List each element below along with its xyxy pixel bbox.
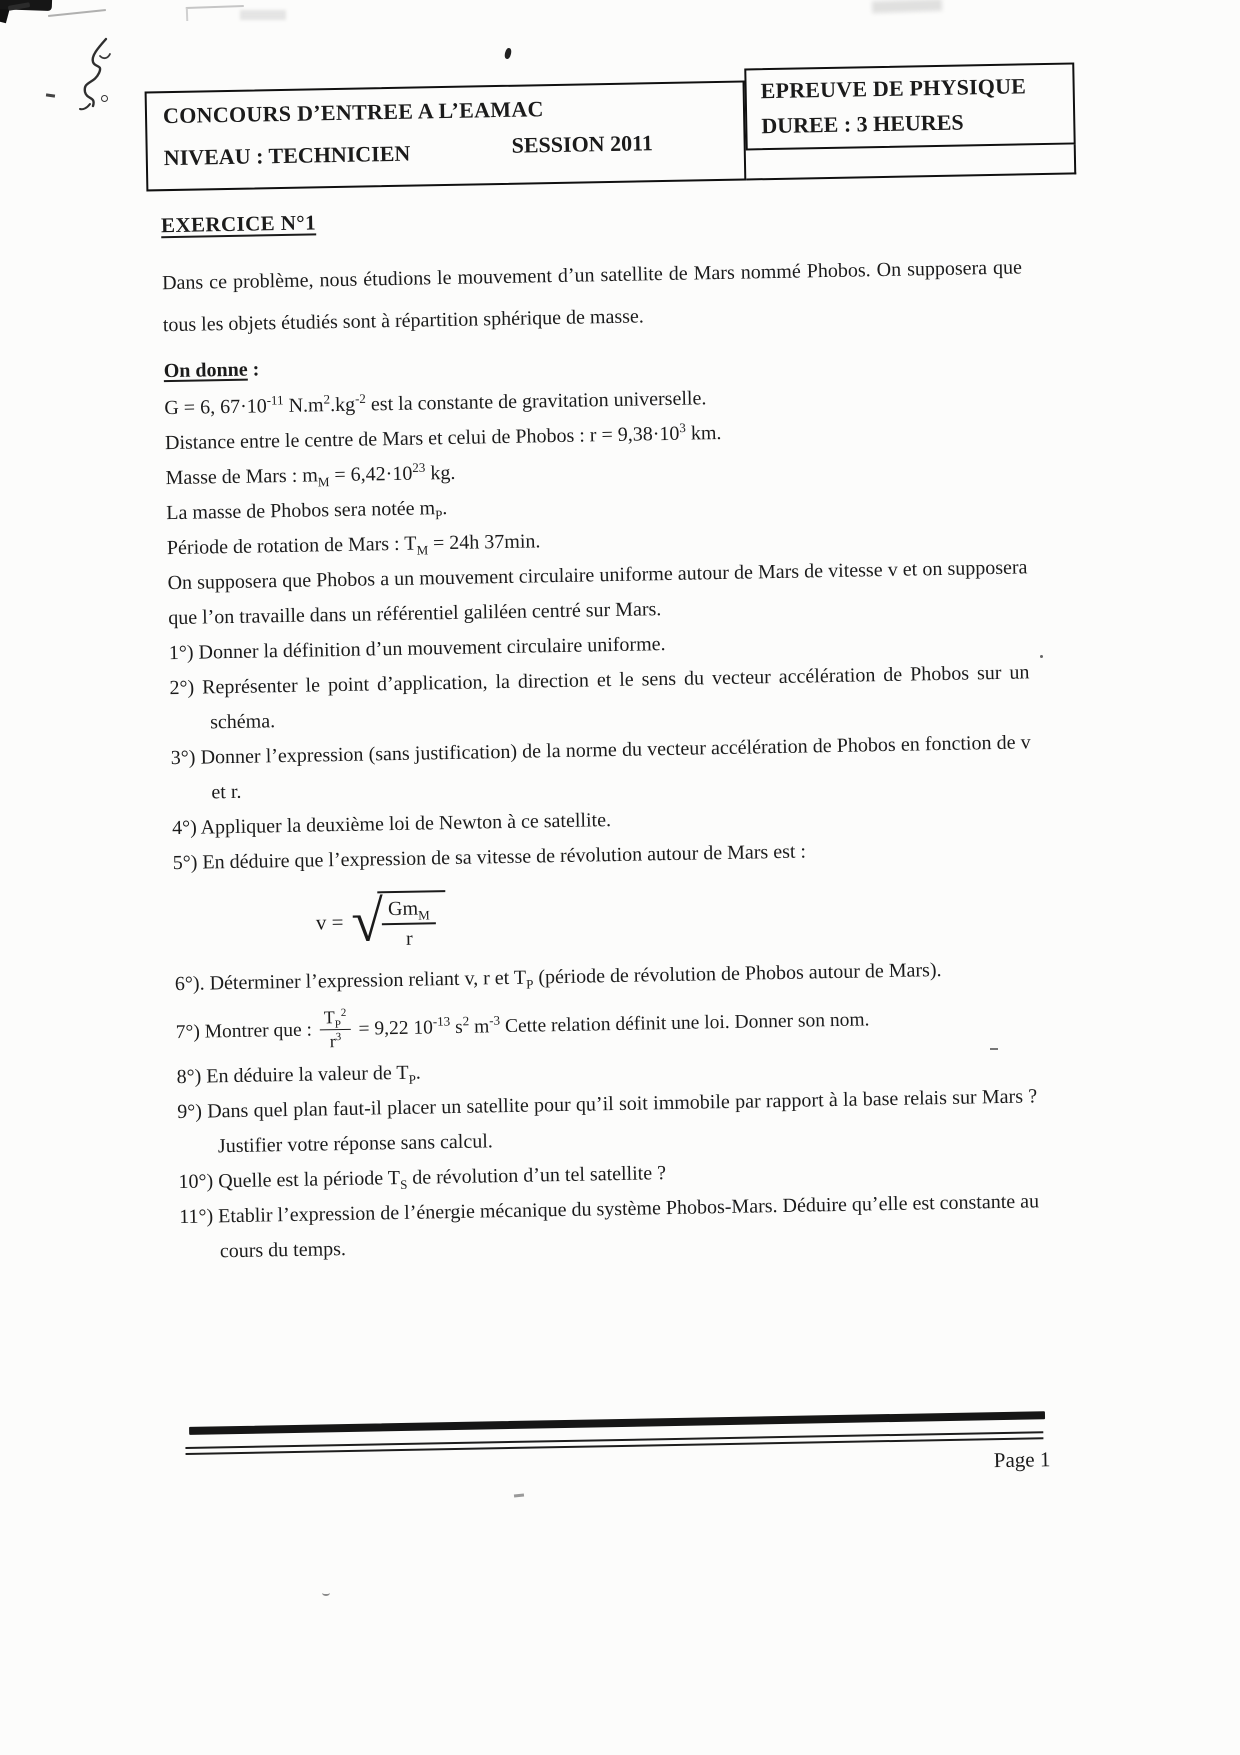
question-6: 6°). Déterminer l’expression reliant v, r et $T_P$ (période de révolution de Phobos autour de Mars). [174, 959, 942, 996]
exam-title: CONCOURS D’ENTREE A L’EAMAC [162, 96, 544, 129]
question-5: 5°) En déduire que l’expression de sa vitesse de révolution autour de Mars est : [172, 840, 807, 875]
fraction-denominator: $r^3$ [329, 1030, 342, 1051]
intro-paragraph: Dans ce problème, nous étudions le mouvement d’un satellite de Mars nommé Phobos. On supposera que tous les objets étudiés sont à répartition sphérique de masse. [161, 256, 1023, 337]
header-box-strip [746, 144, 1076, 180]
given-G: G = 6, $67\cdot 10^{-11}$ $N.m^2.kg^{-2}$ est la constante de gravitation universelle. [164, 387, 707, 420]
question-1: 1°) Donner la définition d’un mouvement circulaire uniforme. [168, 633, 666, 665]
given-mass-phobos: La masse de Phobos sera notée $m_P$. [166, 497, 448, 525]
given-distance: Distance entre le centre de Mars et celui de Phobos : $r = 9,38\cdot 10^3$ km. [164, 419, 722, 455]
question-text: = 9,22 $10^{-13}$ $s^2$ $m^{-3}$ Cette relation définit une loi. Donner son nom. [358, 1009, 870, 1040]
formula-lhs: v = [315, 909, 344, 934]
radicand [378, 890, 447, 951]
header-box-right [744, 62, 1075, 150]
header-box-left [145, 80, 747, 191]
exercise-title: EXERCICE N°1 [160, 210, 317, 238]
fraction [382, 896, 437, 951]
square-root-sign: √ [350, 888, 384, 954]
question-11: 11°) Etablir l’expression de l’énergie mécanique du système Phobos-Mars. Déduire qu’elle est constante au cours du temps. [179, 1190, 1040, 1263]
exam-subject: EPREUVE DE PHYSIQUE [760, 73, 1027, 104]
question-4: 4°) Appliquer la deuxième loi de Newton à ce satellite. [171, 809, 612, 840]
given-mass-mars: Masse de Mars : $m_M = 6,42\cdot 10^{23}$ kg. [165, 459, 456, 490]
question-text: 7°) Montrer que : [175, 1019, 313, 1043]
exam-level: NIVEAU : TECHNICIEN [163, 140, 411, 171]
page-number: Page 1 [993, 1447, 1051, 1473]
given-heading: On donne : [163, 358, 260, 383]
velocity-formula [315, 879, 1034, 952]
fraction-denominator: r [405, 927, 413, 950]
assumption-paragraph: On supposera que Phobos a un mouvement circulaire uniforme autour de Mars de vitesse v et on supposera que l’on travaille dans un référentiel galiléen centré sur Mars. [167, 556, 1028, 630]
exam-session: SESSION 2011 [511, 130, 654, 158]
question-3: 3°) Donner l’expression (sans justification) de la norme du vecteur accélération de Phobos en fonction de v et r. [170, 731, 1031, 804]
fraction-numerator: $Gm_M$ [382, 896, 436, 925]
footer-rule-thick [189, 1411, 1045, 1435]
question-9: 9°) Dans quel plan faut-il placer un satellite pour qu’il soit immobile par rapport à la base relais sur Mars ? Justifier votre réponse sans calcul. [177, 1085, 1038, 1158]
question-2: 2°) Représenter le point d’application, la direction et le sens du vecteur accélération de Phobos sur un schéma. [169, 661, 1030, 734]
exam-duration: DUREE : 3 HEURES [761, 109, 964, 139]
footer-rule-double [185, 1431, 1043, 1455]
question-10: 10°) Quelle est la période $T_S$ de révolution d’un tel satellite ? [178, 1162, 667, 1194]
fraction [320, 1007, 351, 1052]
document-body [161, 197, 1040, 1270]
question-7 [175, 994, 1036, 1054]
question-8: 8°) En déduire la valeur de $T_P$. [176, 1061, 422, 1089]
fraction-numerator: $T_P^2$ [320, 1007, 351, 1030]
given-period: Période de rotation de Mars : $T_M = 24h$ 37min. [166, 530, 541, 560]
